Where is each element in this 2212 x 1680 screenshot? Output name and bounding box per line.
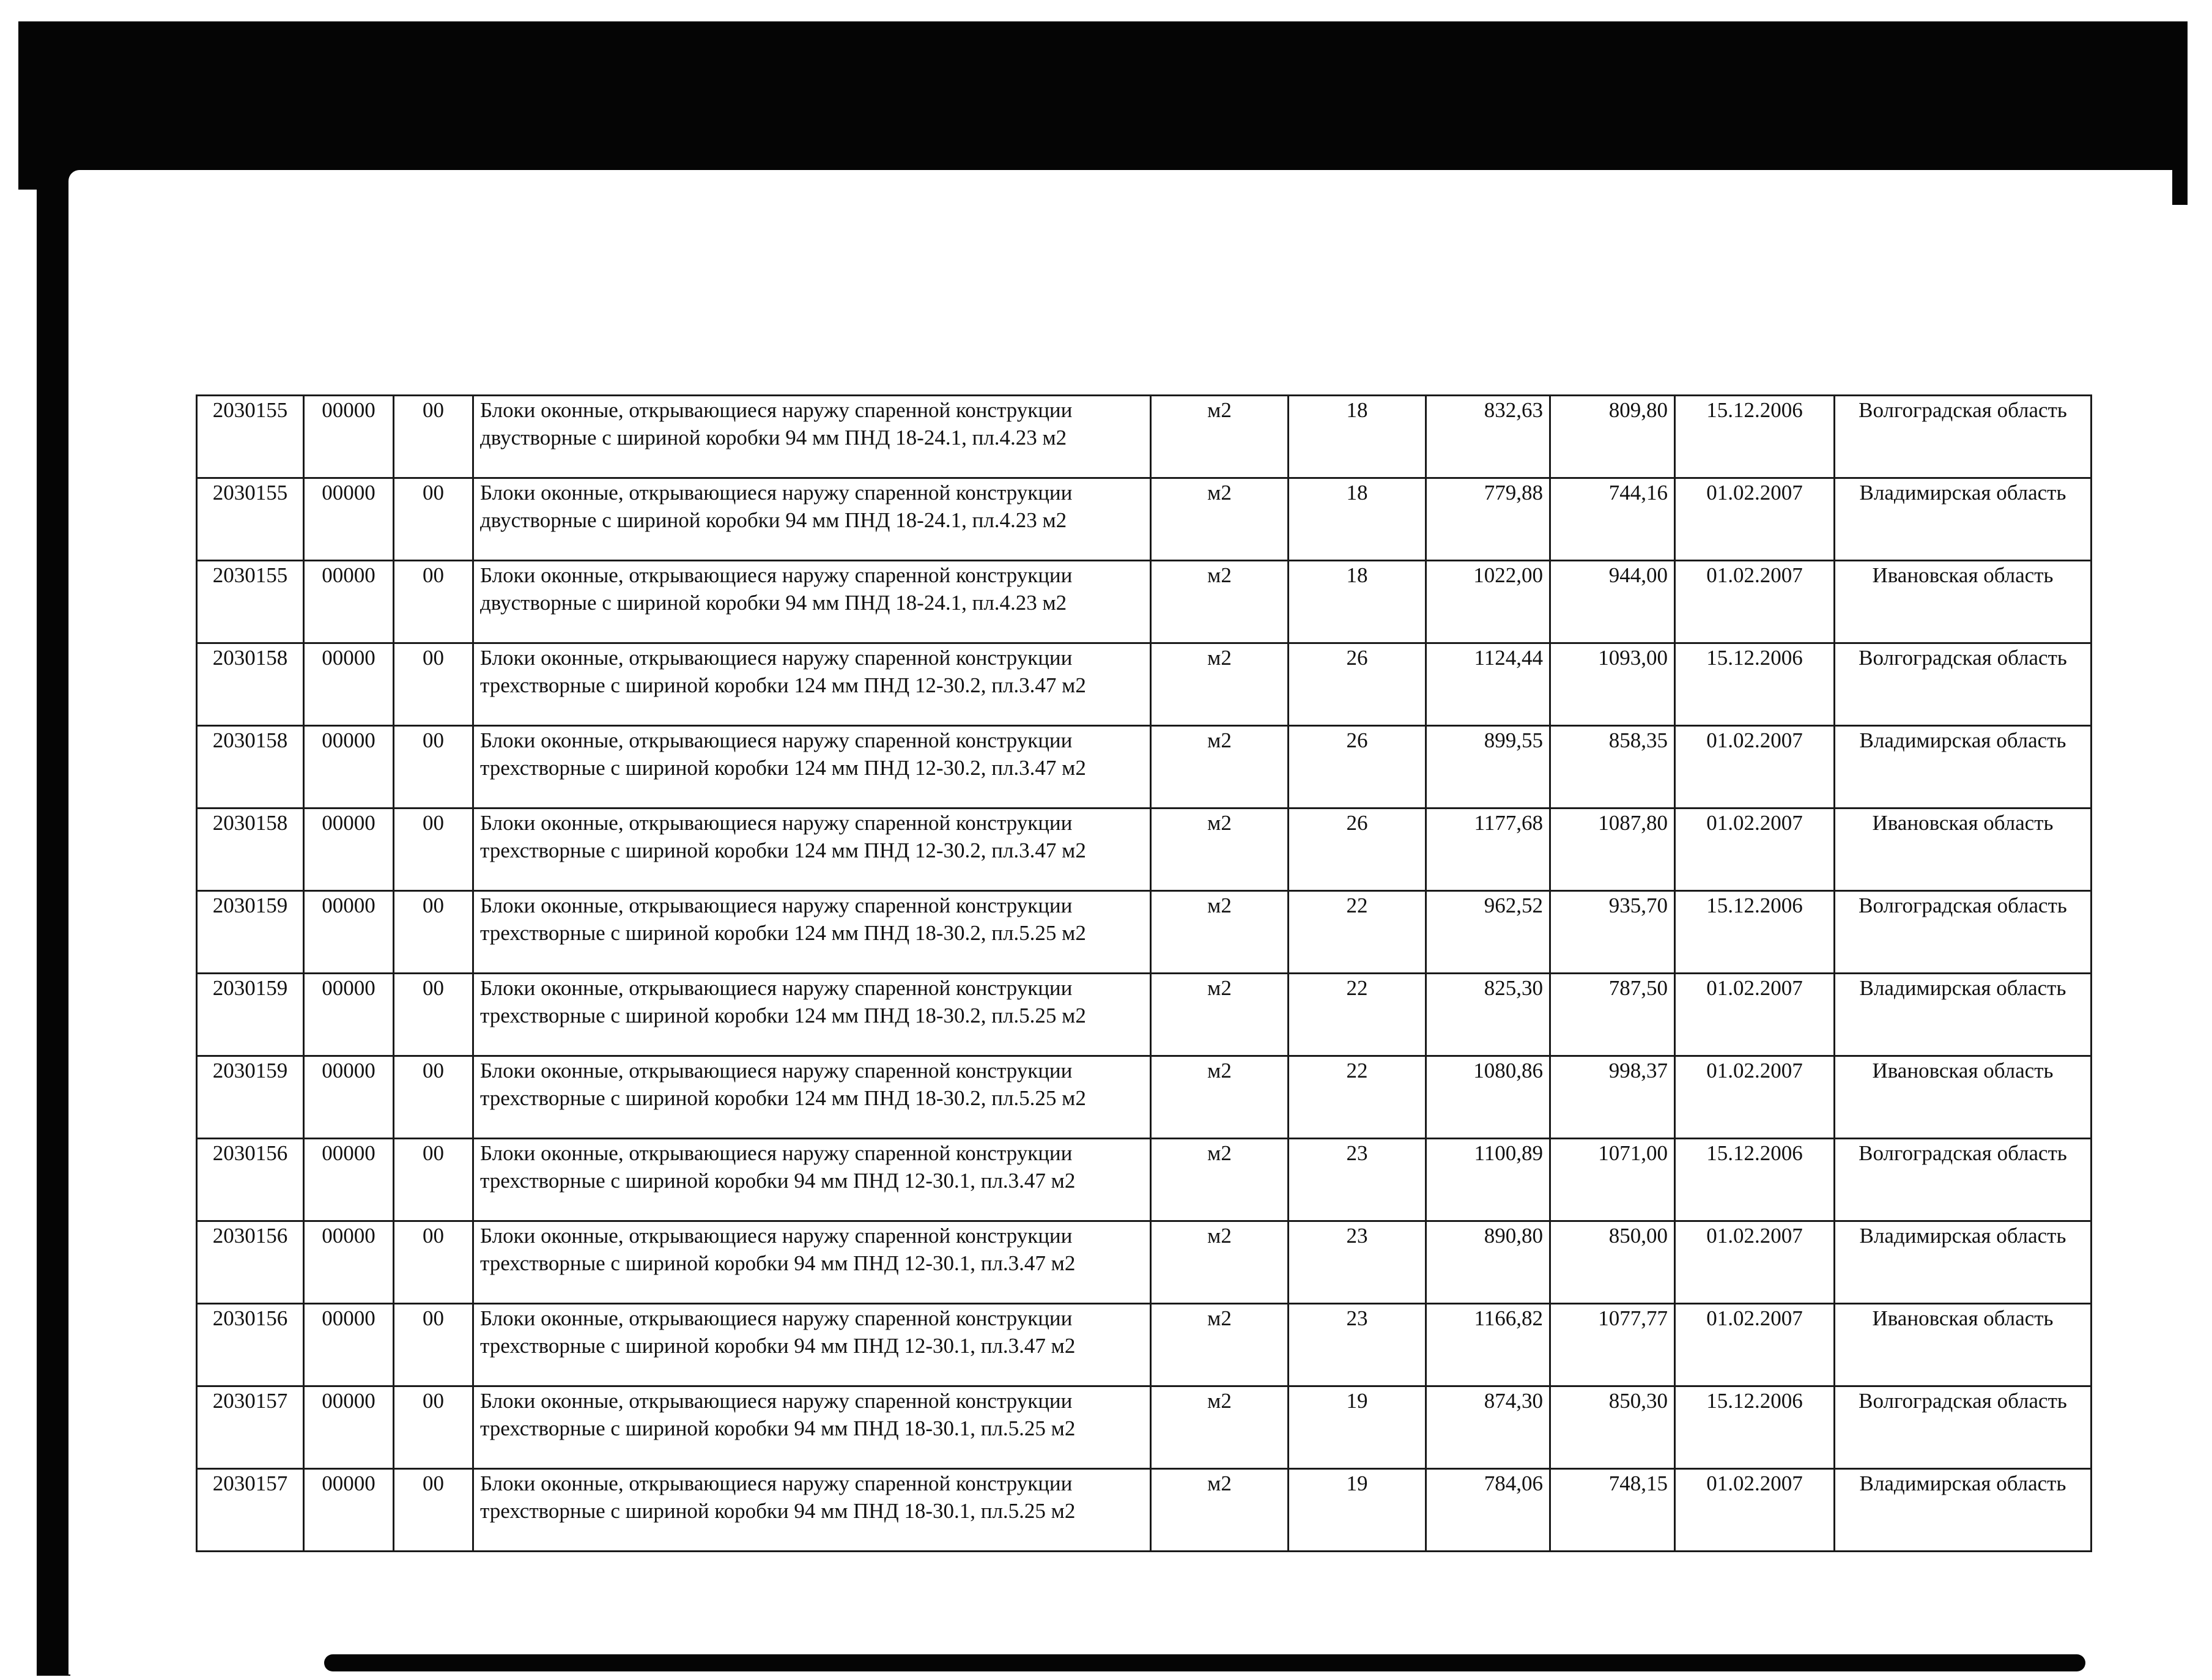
cell-subcode: 00000 (304, 1469, 394, 1552)
cell-price-1: 890,80 (1426, 1221, 1550, 1304)
table-row (197, 1304, 2092, 1386)
cell-price-1: 1080,86 (1426, 1056, 1550, 1139)
cell-code: 2030158 (197, 809, 304, 891)
cell-description: Блоки оконные, открывающиеся наружу спаренной конструкции двустворные с шириной коробки 94 мм ПНД 18-24.1, пл.4.23 м2 (473, 396, 1151, 478)
cell-price-2: 858,35 (1550, 726, 1675, 809)
price-table (196, 394, 2092, 1552)
cell-subcode-2: 00 (394, 561, 473, 643)
cell-subcode-2: 00 (394, 1304, 473, 1386)
cell-quantity: 18 (1289, 396, 1426, 478)
cell-unit: м2 (1151, 726, 1289, 809)
cell-region: Волгоградская область (1835, 1139, 2092, 1221)
cell-subcode: 00000 (304, 726, 394, 809)
scan-border-left (37, 183, 70, 1676)
cell-price-2: 1071,00 (1550, 1139, 1675, 1221)
cell-description: Блоки оконные, открывающиеся наружу спаренной конструкции трехстворные с шириной коробки 94 мм ПНД 12-30.1, пл.3.47 м2 (473, 1139, 1151, 1221)
cell-subcode-2: 00 (394, 809, 473, 891)
cell-unit: м2 (1151, 643, 1289, 726)
cell-description: Блоки оконные, открывающиеся наружу спаренной конструкции трехстворные с шириной коробки 124 мм ПНД 12-30.2, пл.3.47 м2 (473, 643, 1151, 726)
cell-region: Волгоградская область (1835, 891, 2092, 974)
cell-code: 2030159 (197, 1056, 304, 1139)
cell-subcode: 00000 (304, 1221, 394, 1304)
cell-description: Блоки оконные, открывающиеся наружу спаренной конструкции трехстворные с шириной коробки 94 мм ПНД 12-30.1, пл.3.47 м2 (473, 1304, 1151, 1386)
table-row (197, 1139, 2092, 1221)
cell-quantity: 19 (1289, 1386, 1426, 1469)
cell-region: Ивановская область (1835, 561, 2092, 643)
cell-subcode: 00000 (304, 1304, 394, 1386)
cell-price-2: 1077,77 (1550, 1304, 1675, 1386)
cell-subcode: 00000 (304, 561, 394, 643)
table-row (197, 478, 2092, 561)
cell-region: Владимирская область (1835, 1469, 2092, 1552)
cell-description: Блоки оконные, открывающиеся наружу спаренной конструкции трехстворные с шириной коробки 124 мм ПНД 18-30.2, пл.5.25 м2 (473, 891, 1151, 974)
cell-subcode-2: 00 (394, 1056, 473, 1139)
cell-description: Блоки оконные, открывающиеся наружу спаренной конструкции двустворные с шириной коробки 94 мм ПНД 18-24.1, пл.4.23 м2 (473, 561, 1151, 643)
cell-quantity: 23 (1289, 1221, 1426, 1304)
cell-code: 2030157 (197, 1386, 304, 1469)
cell-quantity: 23 (1289, 1139, 1426, 1221)
cell-price-2: 850,00 (1550, 1221, 1675, 1304)
table-row (197, 809, 2092, 891)
cell-price-1: 1022,00 (1426, 561, 1550, 643)
cell-price-1: 899,55 (1426, 726, 1550, 809)
cell-region: Владимирская область (1835, 974, 2092, 1056)
cell-unit: м2 (1151, 974, 1289, 1056)
cell-subcode-2: 00 (394, 478, 473, 561)
cell-unit: м2 (1151, 561, 1289, 643)
cell-date: 01.02.2007 (1675, 478, 1835, 561)
cell-quantity: 22 (1289, 891, 1426, 974)
cell-date: 01.02.2007 (1675, 974, 1835, 1056)
cell-price-1: 1100,89 (1426, 1139, 1550, 1221)
cell-subcode: 00000 (304, 643, 394, 726)
cell-subcode-2: 00 (394, 643, 473, 726)
cell-region: Владимирская область (1835, 726, 2092, 809)
cell-date: 15.12.2006 (1675, 643, 1835, 726)
table-row (197, 1386, 2092, 1469)
cell-code: 2030156 (197, 1139, 304, 1221)
cell-price-2: 1093,00 (1550, 643, 1675, 726)
cell-description: Блоки оконные, открывающиеся наружу спаренной конструкции трехстворные с шириной коробки 124 мм ПНД 12-30.2, пл.3.47 м2 (473, 726, 1151, 809)
cell-region: Ивановская область (1835, 1056, 2092, 1139)
cell-price-1: 779,88 (1426, 478, 1550, 561)
cell-description: Блоки оконные, открывающиеся наружу спаренной конструкции трехстворные с шириной коробки 94 мм ПНД 12-30.1, пл.3.47 м2 (473, 1221, 1151, 1304)
table-body (197, 396, 2092, 1552)
cell-quantity: 22 (1289, 974, 1426, 1056)
table-row (197, 643, 2092, 726)
table-row (197, 974, 2092, 1056)
cell-description: Блоки оконные, открывающиеся наружу спаренной конструкции трехстворные с шириной коробки 94 мм ПНД 18-30.1, пл.5.25 м2 (473, 1469, 1151, 1552)
table-row (197, 1221, 2092, 1304)
cell-description: Блоки оконные, открывающиеся наружу спаренной конструкции трехстворные с шириной коробки 124 мм ПНД 18-30.2, пл.5.25 м2 (473, 974, 1151, 1056)
scan-border-bottom (324, 1654, 2085, 1671)
cell-price-1: 784,06 (1426, 1469, 1550, 1552)
cell-code: 2030158 (197, 726, 304, 809)
cell-unit: м2 (1151, 1139, 1289, 1221)
table-row (197, 396, 2092, 478)
cell-date: 01.02.2007 (1675, 561, 1835, 643)
cell-code: 2030155 (197, 478, 304, 561)
cell-price-1: 1177,68 (1426, 809, 1550, 891)
cell-subcode: 00000 (304, 1386, 394, 1469)
cell-date: 01.02.2007 (1675, 1056, 1835, 1139)
table-row (197, 1056, 2092, 1139)
cell-date: 01.02.2007 (1675, 809, 1835, 891)
cell-date: 15.12.2006 (1675, 1139, 1835, 1221)
table-row (197, 726, 2092, 809)
cell-description: Блоки оконные, открывающиеся наружу спаренной конструкции трехстворные с шириной коробки 94 мм ПНД 18-30.1, пл.5.25 м2 (473, 1386, 1151, 1469)
cell-price-2: 1087,80 (1550, 809, 1675, 891)
cell-description: Блоки оконные, открывающиеся наружу спаренной конструкции трехстворные с шириной коробки 124 мм ПНД 12-30.2, пл.3.47 м2 (473, 809, 1151, 891)
cell-price-1: 874,30 (1426, 1386, 1550, 1469)
cell-subcode: 00000 (304, 809, 394, 891)
cell-price-2: 809,80 (1550, 396, 1675, 478)
cell-price-2: 850,30 (1550, 1386, 1675, 1469)
cell-subcode: 00000 (304, 478, 394, 561)
cell-description: Блоки оконные, открывающиеся наружу спаренной конструкции трехстворные с шириной коробки 124 мм ПНД 18-30.2, пл.5.25 м2 (473, 1056, 1151, 1139)
cell-subcode-2: 00 (394, 396, 473, 478)
cell-region: Волгоградская область (1835, 1386, 2092, 1469)
cell-quantity: 22 (1289, 1056, 1426, 1139)
cell-quantity: 26 (1289, 726, 1426, 809)
cell-quantity: 26 (1289, 643, 1426, 726)
cell-region: Волгоградская область (1835, 396, 2092, 478)
cell-subcode: 00000 (304, 1139, 394, 1221)
cell-code: 2030158 (197, 643, 304, 726)
cell-quantity: 19 (1289, 1469, 1426, 1552)
cell-quantity: 26 (1289, 809, 1426, 891)
cell-quantity: 18 (1289, 561, 1426, 643)
cell-date: 01.02.2007 (1675, 726, 1835, 809)
cell-region: Ивановская область (1835, 809, 2092, 891)
cell-unit: м2 (1151, 1469, 1289, 1552)
cell-unit: м2 (1151, 891, 1289, 974)
cell-subcode-2: 00 (394, 974, 473, 1056)
cell-code: 2030157 (197, 1469, 304, 1552)
cell-code: 2030159 (197, 891, 304, 974)
cell-code: 2030159 (197, 974, 304, 1056)
cell-date: 15.12.2006 (1675, 891, 1835, 974)
cell-price-2: 787,50 (1550, 974, 1675, 1056)
cell-subcode-2: 00 (394, 891, 473, 974)
cell-price-1: 1166,82 (1426, 1304, 1550, 1386)
cell-price-2: 998,37 (1550, 1056, 1675, 1139)
cell-quantity: 18 (1289, 478, 1426, 561)
cell-subcode: 00000 (304, 974, 394, 1056)
cell-unit: м2 (1151, 478, 1289, 561)
cell-unit: м2 (1151, 1386, 1289, 1469)
cell-unit: м2 (1151, 1221, 1289, 1304)
cell-region: Ивановская область (1835, 1304, 2092, 1386)
table-row (197, 1469, 2092, 1552)
cell-unit: м2 (1151, 396, 1289, 478)
table-row (197, 891, 2092, 974)
cell-region: Владимирская область (1835, 1221, 2092, 1304)
cell-price-2: 748,15 (1550, 1469, 1675, 1552)
cell-code: 2030156 (197, 1221, 304, 1304)
scan-border-top (18, 21, 2186, 190)
cell-subcode-2: 00 (394, 1386, 473, 1469)
cell-subcode: 00000 (304, 891, 394, 974)
cell-date: 01.02.2007 (1675, 1304, 1835, 1386)
table-row (197, 561, 2092, 643)
cell-code: 2030155 (197, 396, 304, 478)
cell-date: 01.02.2007 (1675, 1469, 1835, 1552)
cell-date: 01.02.2007 (1675, 1221, 1835, 1304)
cell-region: Владимирская область (1835, 478, 2092, 561)
cell-subcode-2: 00 (394, 1221, 473, 1304)
cell-subcode-2: 00 (394, 1469, 473, 1552)
cell-price-1: 962,52 (1426, 891, 1550, 974)
cell-subcode: 00000 (304, 396, 394, 478)
cell-unit: м2 (1151, 1056, 1289, 1139)
cell-quantity: 23 (1289, 1304, 1426, 1386)
cell-price-1: 1124,44 (1426, 643, 1550, 726)
cell-code: 2030155 (197, 561, 304, 643)
cell-price-2: 935,70 (1550, 891, 1675, 974)
cell-price-2: 744,16 (1550, 478, 1675, 561)
cell-subcode-2: 00 (394, 726, 473, 809)
cell-price-2: 944,00 (1550, 561, 1675, 643)
cell-subcode-2: 00 (394, 1139, 473, 1221)
cell-unit: м2 (1151, 1304, 1289, 1386)
cell-price-1: 832,63 (1426, 396, 1550, 478)
cell-date: 15.12.2006 (1675, 1386, 1835, 1469)
cell-subcode: 00000 (304, 1056, 394, 1139)
cell-region: Волгоградская область (1835, 643, 2092, 726)
cell-code: 2030156 (197, 1304, 304, 1386)
cell-date: 15.12.2006 (1675, 396, 1835, 478)
cell-description: Блоки оконные, открывающиеся наружу спаренной конструкции двустворные с шириной коробки 94 мм ПНД 18-24.1, пл.4.23 м2 (473, 478, 1151, 561)
cell-price-1: 825,30 (1426, 974, 1550, 1056)
cell-unit: м2 (1151, 809, 1289, 891)
